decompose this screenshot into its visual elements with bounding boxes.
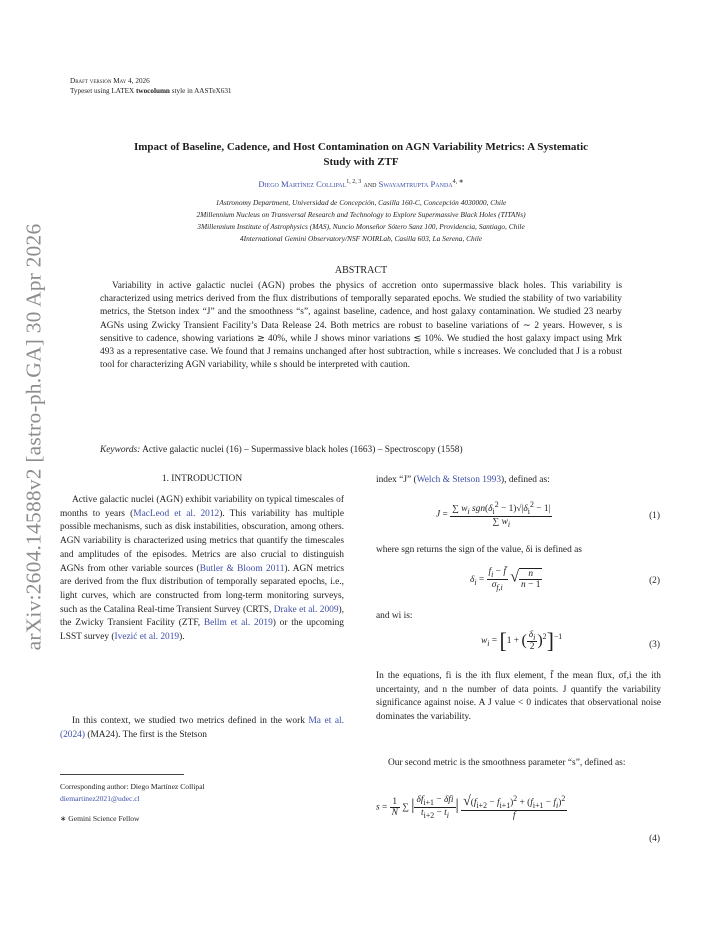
- right-paragraph-1: [376, 474, 661, 488]
- author-list: [70, 178, 652, 189]
- right-paragraph-3: and wi is:: [376, 611, 413, 621]
- text-span: ) or the upcoming LSST survey (: [60, 618, 344, 643]
- author-1-sup: 1, 2, 3: [346, 179, 362, 185]
- citation-link[interactable]: Welch & Stetson 1993: [416, 475, 502, 485]
- keywords-list: Active galactic nuclei (16) – Supermassive black holes (1663) – Spectroscopy (1558): [142, 445, 463, 455]
- abstract-heading: ABSTRACT: [334, 265, 388, 276]
- equation-3-number: (3): [649, 640, 660, 650]
- equation-4: s = $\frac{1}{N}$ ∑ | $\frac{\delta f_{i+1} - \delta fi}{t_{i+2} - t_i}$ | $\frac{√(f_{i+2} - f_{i+1})^2 + (f_{i+1} - f_i)^2}{f̄}$: [376, 794, 566, 822]
- typeset-pre: Typeset using: [70, 86, 112, 95]
- text-span: In this context, we studied two metrics defined in the work: [72, 716, 309, 726]
- text-span: ), the Zwicky Transient Facility (ZTF,: [60, 604, 344, 629]
- affiliation-4: 4International Gemini Observatory/NSF NOIRLab, Casilla 603, La Serena, Chile: [239, 234, 483, 243]
- affiliation-3: 3Millennium Institute of Astrophysics (MAS), Nuncio Monseñor Sótero Sanz 100, Providencia, Santiago, Chile: [197, 222, 525, 231]
- footnote-rule: [60, 774, 184, 775]
- paper-title: [70, 140, 652, 170]
- equation-2-number: (2): [649, 576, 660, 586]
- right-paragraph-4: In the equations, fi is the ith flux element, f̄ the mean flux, σf,i the ith uncertainty, and n the number of data points. J quantify the variability significance against noise. A J value < 0 indicates that observational noise dominates the variability.: [376, 671, 661, 723]
- typeset-post: style in AASTeX631: [169, 86, 232, 95]
- arxiv-sidebar: [6, 223, 62, 651]
- corresponding-author: Corresponding author: Diego Martínez Collipal: [60, 782, 205, 791]
- text-span: Active galactic nuclei (AGN) exhibit variability on typical timescales of months to years (: [60, 495, 344, 519]
- keywords: [100, 445, 622, 455]
- author-and: and: [361, 178, 379, 189]
- section-heading-introduction: 1. INTRODUCTION: [161, 474, 243, 484]
- draft-line: Draft version May 4, 2026: [70, 77, 150, 85]
- text-span: ).: [179, 632, 185, 643]
- title-line-1: Impact of Baseline, Cadence, and Host Contamination on AGN Variability Metrics: A Systematic: [133, 141, 589, 153]
- typeset-line: [70, 87, 232, 97]
- affiliations: [70, 197, 652, 245]
- equation-4-number: (4): [649, 834, 660, 844]
- keywords-label: Keywords:: [100, 445, 141, 455]
- text-span: index “J” (: [376, 475, 417, 485]
- typeset-style: twocolumn: [135, 86, 170, 95]
- abstract-text: Variability in active galactic nuclei (AGN) probes the physics of accretion onto supermassive black holes. This variability is characterized using metrics derived from the flux distributions of temporally separated epochs. We studied the stability of two variability metrics, the Stetson index “J” and the smoothness “s”, against baseline, cadence, and host galaxy contamination. We studied 23 nearby AGNs using Zwicky Transient Facility’s Data Release 24. Both metrics are robust to baseline variations of ∼ 2 years. However, s is sensitive to cadence, showing variations ≳ 40%, while J shows minor variations ≲ 10%. We studied the host galaxy impact using Mrk 493 as a representative case. We found that J remains unchanged after host subtraction, while s increases. We concluded that J is a robust tool for characterizing AGN variability, while s should be interpreted with caution.: [100, 281, 622, 371]
- author-link-2[interactable]: Swayamtrupta Panda: [378, 178, 453, 189]
- citation-link[interactable]: Bellm et al. 2019: [203, 618, 273, 629]
- arxiv-id: arXiv:2604.14588v2 [astro-ph.GA] 30 Apr 2026: [21, 223, 46, 651]
- citation-link[interactable]: Butler & Bloom 2011: [199, 563, 285, 574]
- citation-link[interactable]: MacLeod et al. 2012: [133, 508, 220, 519]
- text-span: ), defined as:: [501, 475, 550, 485]
- equation-1: J = $\frac{\sum w_i sgn(\delta_i^2 - 1)√|\delta_i^2 - 1|}{\sum w_i}$: [436, 500, 551, 529]
- citation-link[interactable]: Drake et al. 2009: [273, 604, 339, 615]
- draft-header: [70, 77, 232, 96]
- author-link-1[interactable]: Diego Martínez Collipal: [258, 178, 347, 189]
- text-span: ). AGN metrics are derived from the flux distribution of temporally separated epochs, i.e., light curves, which are constructed from long-term monitoring surveys, such as the Catalina Real-time Transient Survey (CRTS,: [60, 563, 344, 615]
- text-span: (MA24). The first is the Stetson: [85, 729, 207, 740]
- latex-logo: LATEX: [111, 86, 135, 95]
- footnotes: [60, 781, 205, 825]
- right-paragraph-5: Our second metric is the smoothness parameter “s”, defined as:: [388, 758, 626, 768]
- affiliation-1: 1Astronomy Department, Universidad de Concepción, Casilla 160-C, Concepción 4030000, Chile: [215, 198, 507, 207]
- email-link[interactable]: diemartinez2021@udec.cl: [60, 794, 140, 803]
- right-paragraph-2: where sgn returns the sign of the value, δi is defined as: [376, 545, 582, 555]
- intro-paragraph-2: [60, 715, 344, 742]
- intro-paragraph-1: [60, 494, 344, 645]
- citation-link[interactable]: Ivezić et al. 2019: [114, 632, 180, 643]
- author-2-sup: 4, ∗: [452, 179, 464, 185]
- fellow-note: ∗ Gemini Science Fellow: [60, 814, 140, 823]
- equation-2: $\delta_i$ = $\frac{f_i - f̄}{\sigma_{f,i}}$ √ $\frac{n}{n - 1}$: [470, 567, 541, 592]
- equation-3: $w_i = [1$ + ( $\frac{\delta_i}{2}$ )$^2$]$^{-1}$: [481, 628, 563, 653]
- text-span: ). This variability has multiple possible mechanisms, such as disk instabilities, obscuration, among others. AGN variability is characterized using metrics that quantify the timescales and amplitudes of the episodes. Metrics are also crucial to distinguish AGNs from other variable sources (: [60, 508, 344, 574]
- affiliation-2: 2Millennium Nucleus on Transversal Research and Technology to Explore Supermassive Black Holes (TITANs): [196, 210, 526, 219]
- equation-1-number: (1): [649, 511, 660, 521]
- citation-link[interactable]: Ma et al. (2024): [60, 716, 344, 740]
- title-line-2: Study with ZTF: [323, 156, 399, 168]
